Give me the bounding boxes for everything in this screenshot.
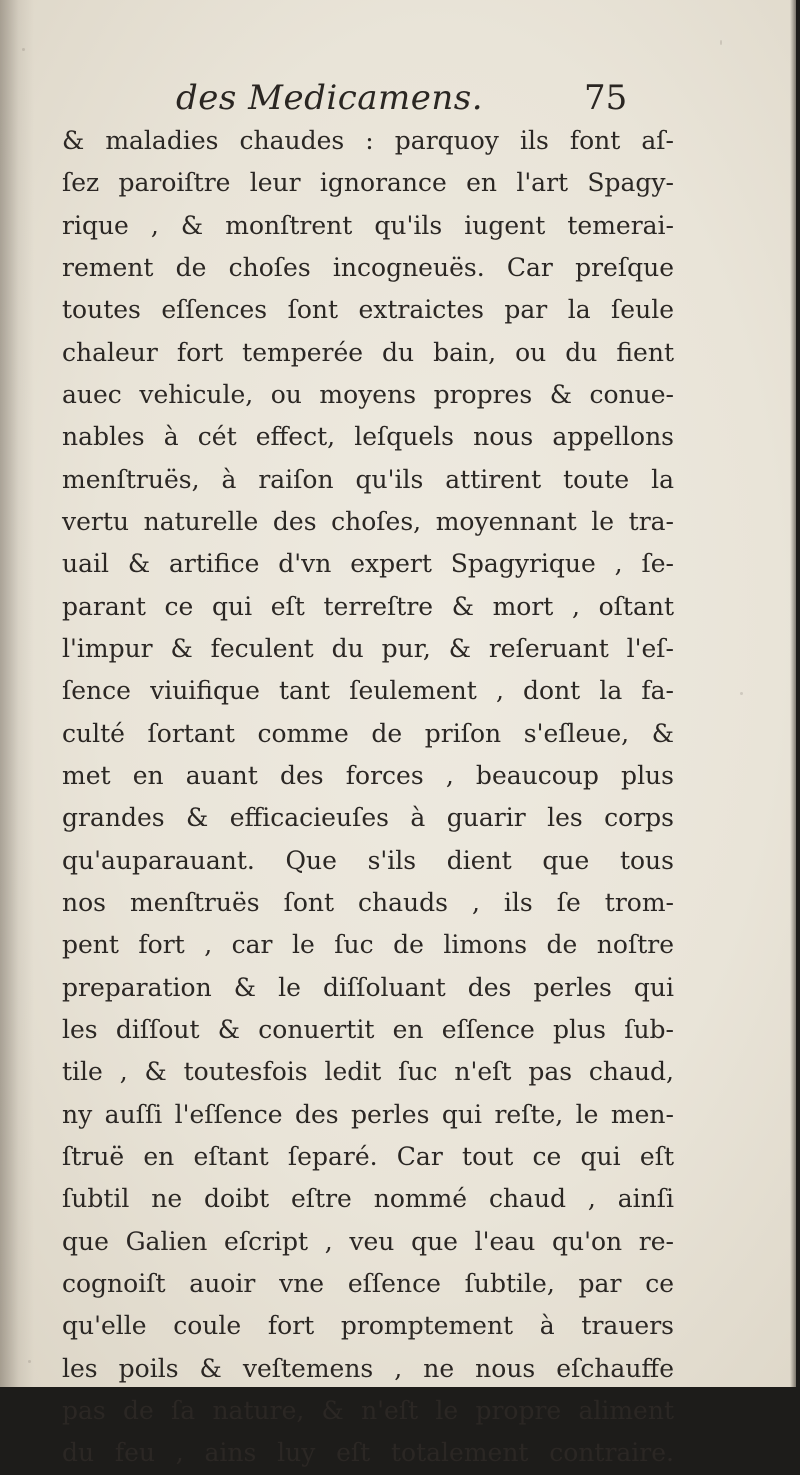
text-line: nables à cét effect, leſquels nous appellons bbox=[62, 422, 674, 452]
text-line: met en auant des forces , beaucoup plus bbox=[62, 760, 674, 790]
text-line: que Galien eſcript , veu que l'eau qu'on re- bbox=[62, 1226, 674, 1256]
text-line: grandes & efficacieuſes à guarir les corps bbox=[62, 803, 674, 833]
text-line: ſence viuifique tant ſeulement , dont la fa- bbox=[62, 676, 674, 706]
text-line: les poils & veſtemens , ne nous eſchauffe bbox=[62, 1353, 674, 1383]
paper-blemish bbox=[22, 48, 25, 51]
text-line: les diſſout & conuertit en eſſence plus ſub- bbox=[62, 1014, 674, 1044]
text-line: toutes eſſences ſont extraictes par la ſeule bbox=[62, 295, 674, 325]
text-line: pent fort , car le ſuc de limons de noſtre bbox=[62, 930, 674, 960]
spine-shadow bbox=[0, 0, 34, 1387]
text-line: & maladies chaudes : parquoy ils font aſ- bbox=[62, 126, 674, 155]
text-line: vertu naturelle des choſes, moyennant le tra- bbox=[62, 506, 674, 536]
paper-blemish bbox=[740, 692, 743, 695]
text-line: culté ſortant comme de priſon s'eſleue, & bbox=[62, 718, 674, 748]
text-line: auec vehicule, ou moyens propres & conue- bbox=[62, 379, 674, 409]
text-line: ſez paroiſtre leur ignorance en l'art Spagy- bbox=[62, 168, 674, 198]
text-line: l'impur & feculent du pur, & reſeruant l'eſ- bbox=[62, 633, 674, 663]
text-line: parant ce qui eſt terreſtre & mort , oſtant bbox=[62, 591, 674, 621]
text-line: tile , & toutesfois ledit ſuc n'eſt pas chaud, bbox=[62, 1057, 674, 1087]
running-head-title: des Medicamens. bbox=[176, 78, 484, 118]
text-line: qu'auparauant. Que s'ils dient que tous bbox=[62, 845, 674, 875]
text-line: du feu , ains luy eſt totalement contraire. bbox=[62, 1438, 674, 1468]
text-line: preparation & le diſſoluant des perles qui bbox=[62, 972, 674, 1002]
text-line: rement de choſes incogneuës. Car preſque bbox=[62, 252, 674, 282]
page-edge-shadow bbox=[790, 0, 796, 1387]
text-line: ny auſſi l'eſſence des perles qui reſte, le men- bbox=[62, 1099, 674, 1129]
text-line: rique , & monſtrent qu'ils iugent temerai- bbox=[62, 210, 674, 240]
text-line: ſtruë en eſtant ſeparé. Car tout ce qui eſt bbox=[62, 1141, 674, 1171]
paper-blemish bbox=[720, 40, 722, 45]
body-text bbox=[62, 120, 674, 1475]
text-line: cognoiſt auoir vne eſſence ſubtile, par ce bbox=[62, 1268, 674, 1298]
text-line: pas de ſa nature, & n'eſt le propre aliment bbox=[62, 1395, 674, 1425]
text-line: qu'elle coule fort promptement à trauers bbox=[62, 1311, 674, 1341]
page-number: 75 bbox=[584, 78, 628, 118]
text-line: ſubtil ne doibt eſtre nommé chaud , ainſi bbox=[62, 1184, 674, 1214]
text-line: nos menſtruës ſont chauds , ils ſe trom- bbox=[62, 887, 674, 917]
running-head bbox=[176, 70, 646, 120]
paper-blemish bbox=[28, 1360, 31, 1363]
text-line: menſtruës, à raiſon qu'ils attirent toute la bbox=[62, 464, 674, 494]
text-line: uail & artifice d'vn expert Spagyrique , ſe- bbox=[62, 549, 674, 579]
text-line: chaleur fort temperée du bain, ou du fient bbox=[62, 337, 674, 367]
